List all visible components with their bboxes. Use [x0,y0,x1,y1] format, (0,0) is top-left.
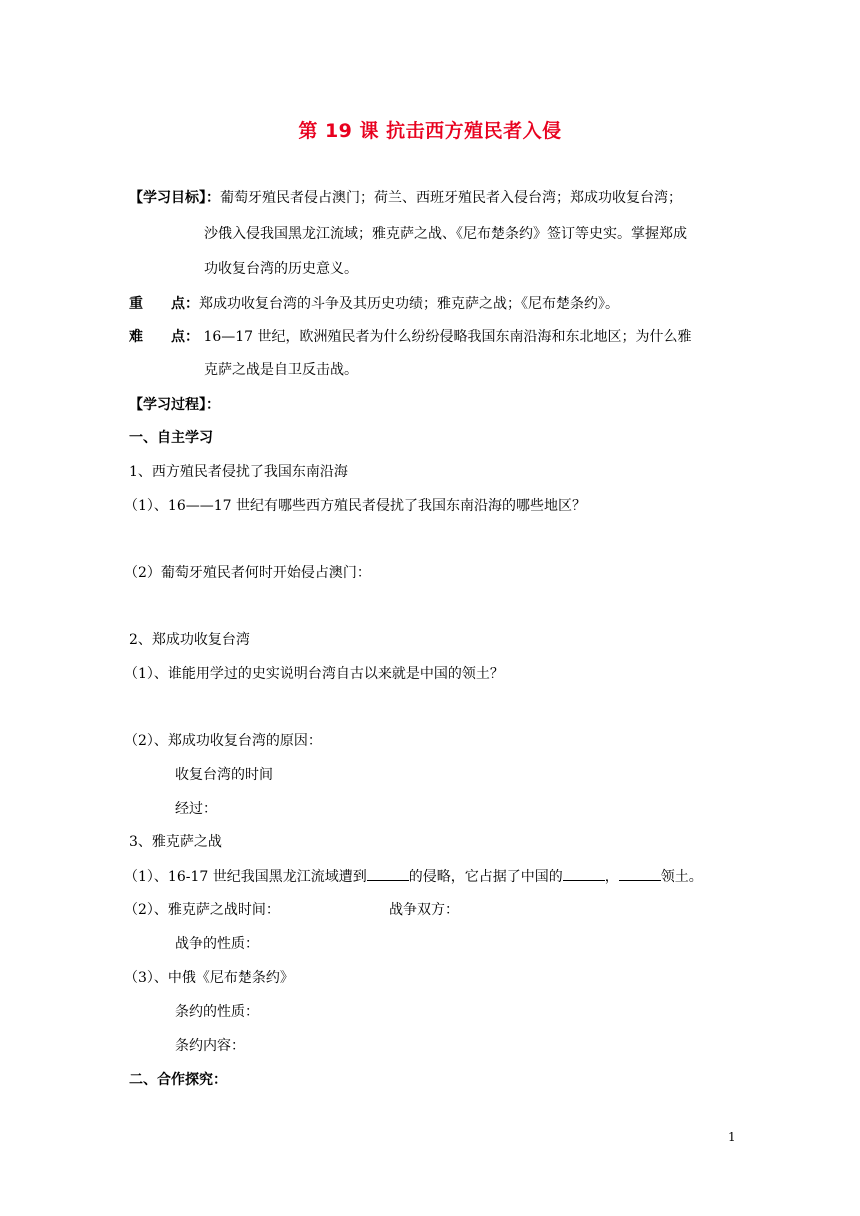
objectives-line-2: 沙俄入侵我国黑龙江流域；雅克萨之战、《尼布楚条约》签订等史实。掌握郑成 [204,226,687,242]
keypoints-line [129,294,619,314]
objectives-text-1: 葡萄牙殖民者侵占澳门；荷兰、西班牙殖民者入侵台湾；郑成功收复台湾； [220,190,682,206]
fill-blank-2[interactable] [563,866,605,881]
lesson-title: 第 19 课 抗击西方殖民者入侵 [298,120,562,142]
item-3-q2-sides: 战争双方： [389,902,459,918]
item-3-q1-part-a: （1）、16-17 世纪我国黑龙江流域遭到 [124,869,367,885]
item-1-question-2: （2）葡萄牙殖民者何时开始侵占澳门： [124,565,371,581]
section-1-heading: 一、自主学习 [129,430,213,446]
difficulties-label: 难 点： [129,329,199,345]
item-3-q3-content: 条约内容： [175,1038,245,1054]
difficulties-line-1 [129,327,692,347]
item-3-question-3: （3）、中俄《尼布楚条约》 [124,970,294,986]
item-2-sub-2: 经过： [175,801,217,817]
objectives-line-1 [129,188,682,208]
page-number: 1 [728,1130,736,1144]
item-3-q1-part-d: 领土。 [660,869,703,885]
item-3-heading: 3、雅克萨之战 [129,834,222,850]
item-2-heading: 2、郑成功收复台湾 [129,632,250,648]
item-3-q1-part-c: ， [604,869,619,885]
difficulties-line-2: 克萨之战是自卫反击战。 [204,362,358,378]
item-3-q2-time: （2）、雅克萨之战时间： [124,902,280,918]
item-3-question-2 [124,900,280,920]
item-3-q2-nature: 战争的性质： [175,936,259,952]
fill-blank-1[interactable] [367,866,409,881]
item-3-question-1 [124,866,703,887]
fill-blank-3[interactable] [619,866,661,881]
keypoints-text: 郑成功收复台湾的斗争及其历史功绩；雅克萨之战；《尼布楚条约》。 [199,296,619,312]
section-2-heading: 二、合作探究： [129,1072,227,1088]
item-3-q1-part-b: 的侵略，它占据了中国的 [408,869,563,885]
item-3-q3-nature: 条约的性质： [175,1004,259,1020]
item-2-sub-1: 收复台湾的时间 [175,767,273,783]
item-2-question-1: （1）、谁能用学过的史实说明台湾自古以来就是中国的领土？ [124,666,504,682]
objectives-line-3: 功收复台湾的历史意义。 [204,261,358,277]
item-1-question-1: （1）、16——17 世纪有哪些西方殖民者侵扰了我国东南沿海的哪些地区？ [124,498,586,514]
keypoints-label: 重 点： [129,296,199,312]
item-2-question-2: （2）、郑成功收复台湾的原因： [124,733,322,749]
objectives-label: 【学习目标】： [129,190,220,206]
item-1-heading: 1、西方殖民者侵扰了我国东南沿海 [129,464,348,480]
difficulties-text-1: 16—17 世纪，欧洲殖民者为什么纷纷侵略我国东南沿海和东北地区；为什么雅 [199,329,692,345]
process-label: 【学习过程】： [129,397,220,413]
